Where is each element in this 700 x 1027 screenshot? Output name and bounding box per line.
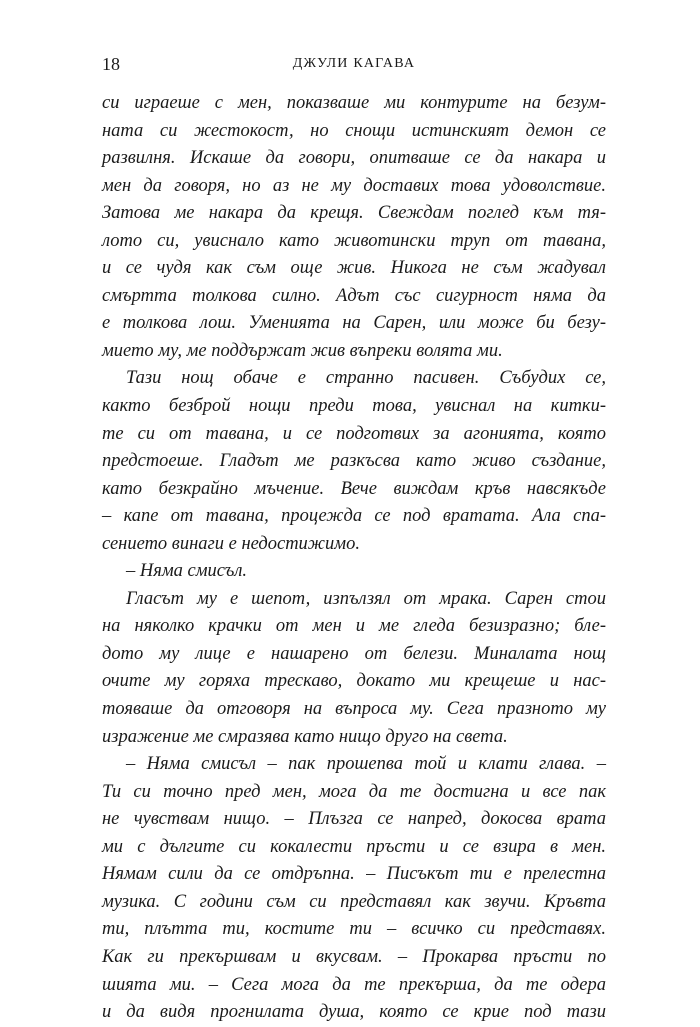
body-text bbox=[102, 90, 606, 1027]
text-line: изражение ме смразява като нищо друго на света. bbox=[102, 726, 508, 747]
text-line: ти, плътта ти, костите ти – всичко си представях. bbox=[102, 919, 606, 940]
text-line: Затова ме накара да крещя. Свеждам поглед към тя- bbox=[102, 203, 606, 224]
text-line: Как ги прекършвам и вкусвам. – Прокарва пръсти по bbox=[102, 946, 606, 967]
text-line: и да видя прогнилата душа, която се крие под тази bbox=[102, 1002, 606, 1023]
text-line: ми с дългите си кокалести пръсти и се взира в мен. bbox=[102, 836, 606, 857]
text-line: дото му лице е нашарено от белези. Миналата нощ bbox=[102, 643, 606, 664]
text-line: предстоеше. Гладът ме разкъсва като живо създание, bbox=[102, 451, 606, 472]
page-header bbox=[102, 52, 606, 76]
text-line: – капе от тавана, процежда се под вратата. Ала спа- bbox=[102, 506, 606, 527]
text-line: – Няма смисъл. bbox=[126, 561, 248, 582]
text-line: тояваше да отговоря на въпроса му. Сега празното му bbox=[102, 699, 606, 720]
text-line: мен да говоря, но аз не му доставих това удоволствие. bbox=[102, 175, 606, 196]
text-line: Гласът му е шепот, изпълзял от мрака. Сарен стои bbox=[126, 588, 606, 609]
text-line: смъртта толкова силно. Адът със сигурност няма да bbox=[102, 285, 606, 306]
running-head-author: ДЖУЛИ КАГАВА bbox=[292, 56, 416, 71]
text-line: си играеше с мен, показваше ми контурите на безум- bbox=[102, 93, 606, 113]
text-line: шията ми. – Сега мога да те прекърша, да те одера bbox=[102, 974, 606, 995]
text-line: на няколко крачки от мен и ме гледа безизразно; бле- bbox=[102, 616, 606, 637]
text-line: мието му, ме поддържат жив въпреки волята ми. bbox=[102, 340, 503, 361]
text-line: Нямам сили да се отдръпна. – Писъкът ти е прелестна bbox=[102, 864, 606, 885]
text-line: лото си, увиснало като животински труп от тавана, bbox=[102, 230, 606, 251]
text-line: както безброй нощи преди това, увиснал на китки- bbox=[102, 396, 606, 417]
text-line: сението винаги е недостижимо. bbox=[102, 533, 360, 554]
text-line: като безкрайно мъчение. Вече виждам кръв навсякъде bbox=[102, 478, 606, 499]
text-line: музика. С години съм си представял как звучи. Кръвта bbox=[102, 891, 606, 912]
text-line: е толкова лош. Уменията на Сарен, или може би безу- bbox=[102, 313, 606, 334]
text-line: и се чудя как съм още жив. Никога не съм жадувал bbox=[102, 258, 606, 279]
text-line: – Няма смисъл – пак прошепва той и клати глава. – bbox=[126, 754, 606, 775]
text-line: не чувствам нищо. – Плъзга се напред, докосва врата bbox=[102, 809, 606, 830]
text-line: очите му горяха трескаво, докато ми крещеше и нас- bbox=[102, 671, 606, 692]
page-number: 18 bbox=[102, 54, 120, 74]
text-line: ната си жестокост, но снощи истинският демон се bbox=[102, 120, 606, 141]
text-line: Ти си точно пред мен, мога да те достигна и все пак bbox=[102, 781, 606, 802]
text-line: Тази нощ обаче е странно пасивен. Събудих се, bbox=[126, 368, 606, 389]
text-line: те си от тавана, и се подготвих за агонията, която bbox=[102, 423, 606, 444]
text-line: развилня. Искаше да говори, опитваше се да накара и bbox=[102, 148, 606, 169]
